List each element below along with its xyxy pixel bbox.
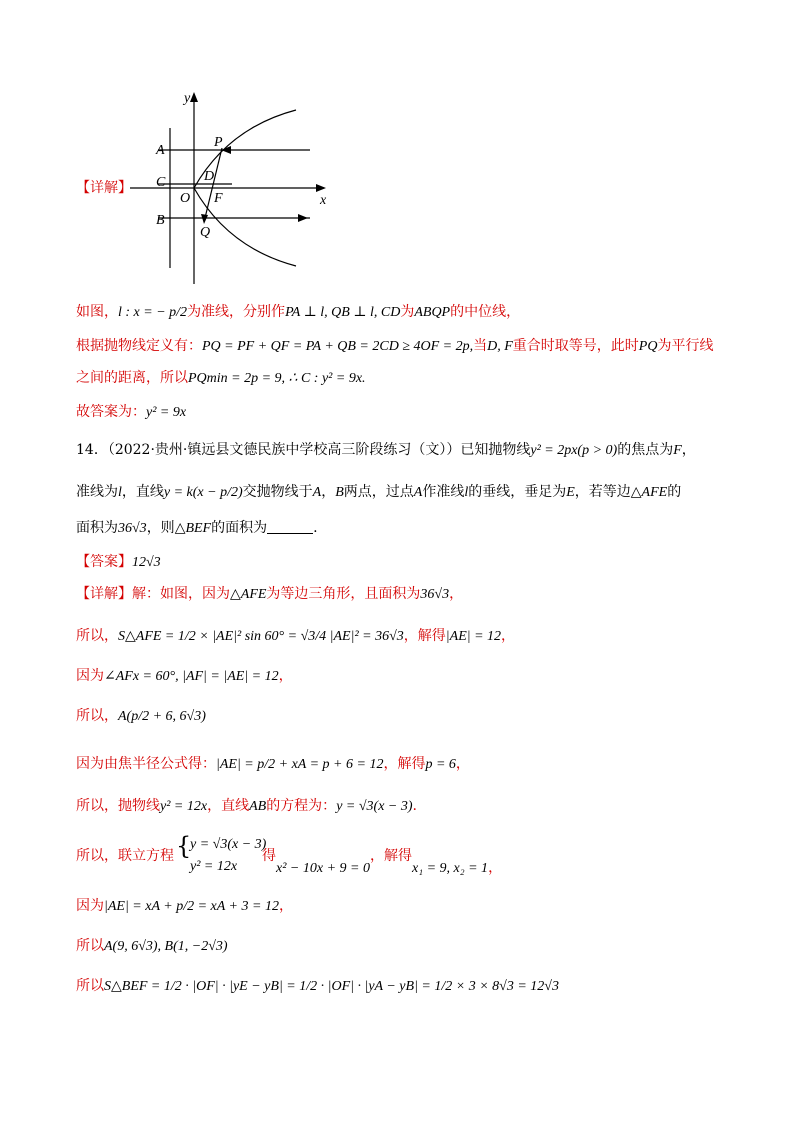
prev-line-2	[76, 336, 713, 357]
problem14-line-1	[76, 440, 696, 461]
solution-line-7c	[276, 858, 370, 879]
solution-line-7	[76, 846, 174, 866]
text: 已知抛物线	[460, 442, 531, 458]
prev-line-4	[76, 402, 186, 423]
label-x: x	[320, 193, 327, 208]
math-a: A	[312, 485, 322, 500]
math: 36√3	[420, 587, 450, 602]
math-a2: A	[413, 485, 423, 500]
math: |AE| = 12	[445, 629, 502, 644]
math: x² − 10x + 9 = 0	[276, 861, 370, 876]
answer-value: 12√3	[132, 555, 161, 570]
math-bef: △BEF	[174, 521, 212, 536]
text: 所以，联立方程	[76, 848, 174, 864]
text: 解：如图，因为	[132, 586, 230, 602]
answer-line	[76, 552, 161, 573]
text: ，	[449, 586, 464, 602]
answer-label: 【答案】	[76, 554, 132, 570]
problem-number: 14．	[76, 442, 108, 458]
math-l2: l	[464, 485, 469, 500]
text: 的	[667, 484, 682, 500]
text: 的垂线，垂足为	[468, 484, 567, 500]
text: 为	[400, 304, 415, 320]
math-pq: PQ = PF + QF = PA + QB = 2CD ≥ 4OF = 2p,	[202, 339, 474, 354]
text: ，	[455, 756, 470, 772]
text: 之间的距离，所以	[76, 370, 188, 386]
solution-line-5	[76, 754, 470, 775]
text: .	[412, 798, 417, 814]
math: |AE| = xA + p/2 = xA + 3 = 12	[104, 899, 279, 914]
text: 因为	[76, 668, 104, 684]
text: 当	[473, 338, 488, 354]
math: y = √3(x − 3)	[190, 837, 267, 852]
solution-line-2	[76, 626, 515, 647]
text: ，若等边	[574, 484, 631, 500]
math: y² = 12x	[160, 799, 208, 814]
text: ，	[278, 668, 293, 684]
solution-line-6	[76, 796, 417, 817]
detail-label: 【详解】	[76, 180, 132, 196]
math-abqp: ABQP	[414, 305, 451, 320]
text: 的焦点为	[617, 442, 674, 458]
text: ，	[681, 442, 696, 458]
label-A: A	[156, 143, 165, 158]
chord-PQ	[204, 148, 222, 222]
solution-line-7b	[262, 846, 276, 866]
math: |AE| = p/2 + xA = p + 6 = 12	[216, 757, 384, 772]
math: ∠AFx = 60°, |AF| = |AE| = 12	[104, 669, 279, 684]
math-line: y = k(x − p/2)	[163, 485, 243, 500]
math: AB	[249, 799, 267, 814]
math-area: 36√3	[118, 521, 147, 536]
solution-line-4	[76, 706, 206, 727]
text: ，直线	[207, 798, 250, 814]
math-afe: △AFE	[630, 485, 668, 500]
answer-blank	[267, 519, 313, 534]
text: ，	[488, 860, 503, 876]
text: ，解得	[403, 628, 446, 644]
math: S△BEF = 1/2 · |OF| · |yE − yB| = 1/2 · |OF| · |yA − yB| = 1/2 × 3 × 8√3 = 12√3	[104, 979, 559, 994]
text: 故答案为：	[76, 404, 146, 420]
math-pq2: PQ	[638, 339, 658, 354]
math: x₁ = 9, x₂ = 1	[412, 861, 489, 876]
label-O: O	[180, 191, 191, 206]
label-D: D	[204, 169, 215, 184]
text: ，	[501, 628, 516, 644]
text: 因为由焦半径公式得：	[76, 756, 216, 772]
text: 如图，	[76, 304, 118, 320]
solution-line-10	[76, 976, 559, 997]
text: 根据抛物线定义有：	[76, 338, 202, 354]
system-eq-1	[190, 834, 266, 855]
math: y² = 12x	[190, 859, 238, 874]
math-perp: PA ⊥ l, QB ⊥ l, CD	[285, 305, 401, 320]
math-df: D, F	[487, 339, 513, 354]
text: 因为	[76, 898, 104, 914]
system-eq-2	[190, 856, 237, 877]
math: A(9, 6√3), B(1, −2√3)	[104, 939, 228, 954]
text: 的面积为	[211, 520, 268, 536]
math-e: E	[566, 485, 575, 500]
math: y = √3(x − 3)	[336, 799, 413, 814]
problem14-line-2	[76, 482, 681, 503]
label-B: B	[156, 213, 165, 228]
math: △AFE	[230, 587, 267, 602]
math-directrix: l : x = − p/2	[118, 305, 188, 320]
solution-line-7e	[412, 858, 502, 879]
text: 两点，过点	[343, 484, 414, 500]
figure-label	[76, 178, 132, 198]
solution-line-1	[76, 584, 463, 605]
label-F: F	[214, 191, 223, 206]
solution-line-8	[76, 896, 293, 917]
math-answer: y² = 9x	[146, 405, 187, 420]
problem-source: （2022·贵州·镇远县文德民族中学校高三阶段练习（文））	[107, 442, 461, 458]
problem14-line-3	[76, 518, 318, 539]
text: ，解得	[370, 848, 412, 864]
text: 面积为	[76, 520, 118, 536]
math-l: l	[118, 485, 122, 500]
solution-line-9	[76, 936, 228, 957]
parabola-figure	[128, 88, 358, 288]
label-Q: Q	[200, 225, 211, 240]
prev-line-3	[76, 368, 366, 389]
math-f: F	[673, 443, 682, 458]
solution-label: 【详解】	[76, 586, 132, 602]
text: 的中位线，	[450, 304, 521, 320]
solution-line-3	[76, 666, 293, 687]
text: ，解得	[383, 756, 426, 772]
text: 的方程为：	[266, 798, 337, 814]
text: 得	[262, 848, 276, 864]
text: 所以，	[76, 708, 118, 724]
text: 所以	[76, 978, 104, 994]
system-brace: {	[176, 832, 192, 860]
label-C: C	[156, 175, 166, 190]
text: 作准线	[422, 484, 465, 500]
arrow-right-BQ	[298, 214, 308, 222]
text: 交抛物线于	[242, 484, 313, 500]
label-y: y	[184, 91, 191, 106]
text: 为平行线	[657, 338, 714, 354]
math: S△AFE = 1/2 × |AE|² sin 60° = √3/4 |AE|² = 36√3	[118, 629, 404, 644]
math-parabola: y² = 2px(p > 0)	[530, 443, 618, 458]
text: ，则	[146, 520, 175, 536]
text: ，直线	[121, 484, 164, 500]
arrow-to-Q	[201, 214, 208, 224]
solution-line-7d	[370, 846, 412, 866]
y-axis-arrow	[190, 92, 198, 102]
text: .	[313, 520, 318, 536]
text: 为准线，分别作	[187, 304, 286, 320]
math-pqmin: PQmin = 2p = 9, ∴ C : y² = 9x.	[188, 371, 366, 386]
label-P: P	[214, 135, 223, 150]
text: 所以，	[76, 628, 118, 644]
prev-line-1	[76, 302, 520, 323]
text: ，	[278, 898, 293, 914]
text: 所以，抛物线	[76, 798, 160, 814]
text: 所以	[76, 938, 104, 954]
text: 准线为	[76, 484, 118, 500]
math: A(p/2 + 6, 6√3)	[118, 709, 206, 724]
math-b: B	[335, 485, 344, 500]
text: 重合时取等号，此时	[512, 338, 639, 354]
text: 为等边三角形，且面积为	[266, 586, 421, 602]
math: p = 6	[425, 757, 456, 772]
x-axis-arrow	[316, 184, 326, 192]
text: ，	[321, 484, 336, 500]
